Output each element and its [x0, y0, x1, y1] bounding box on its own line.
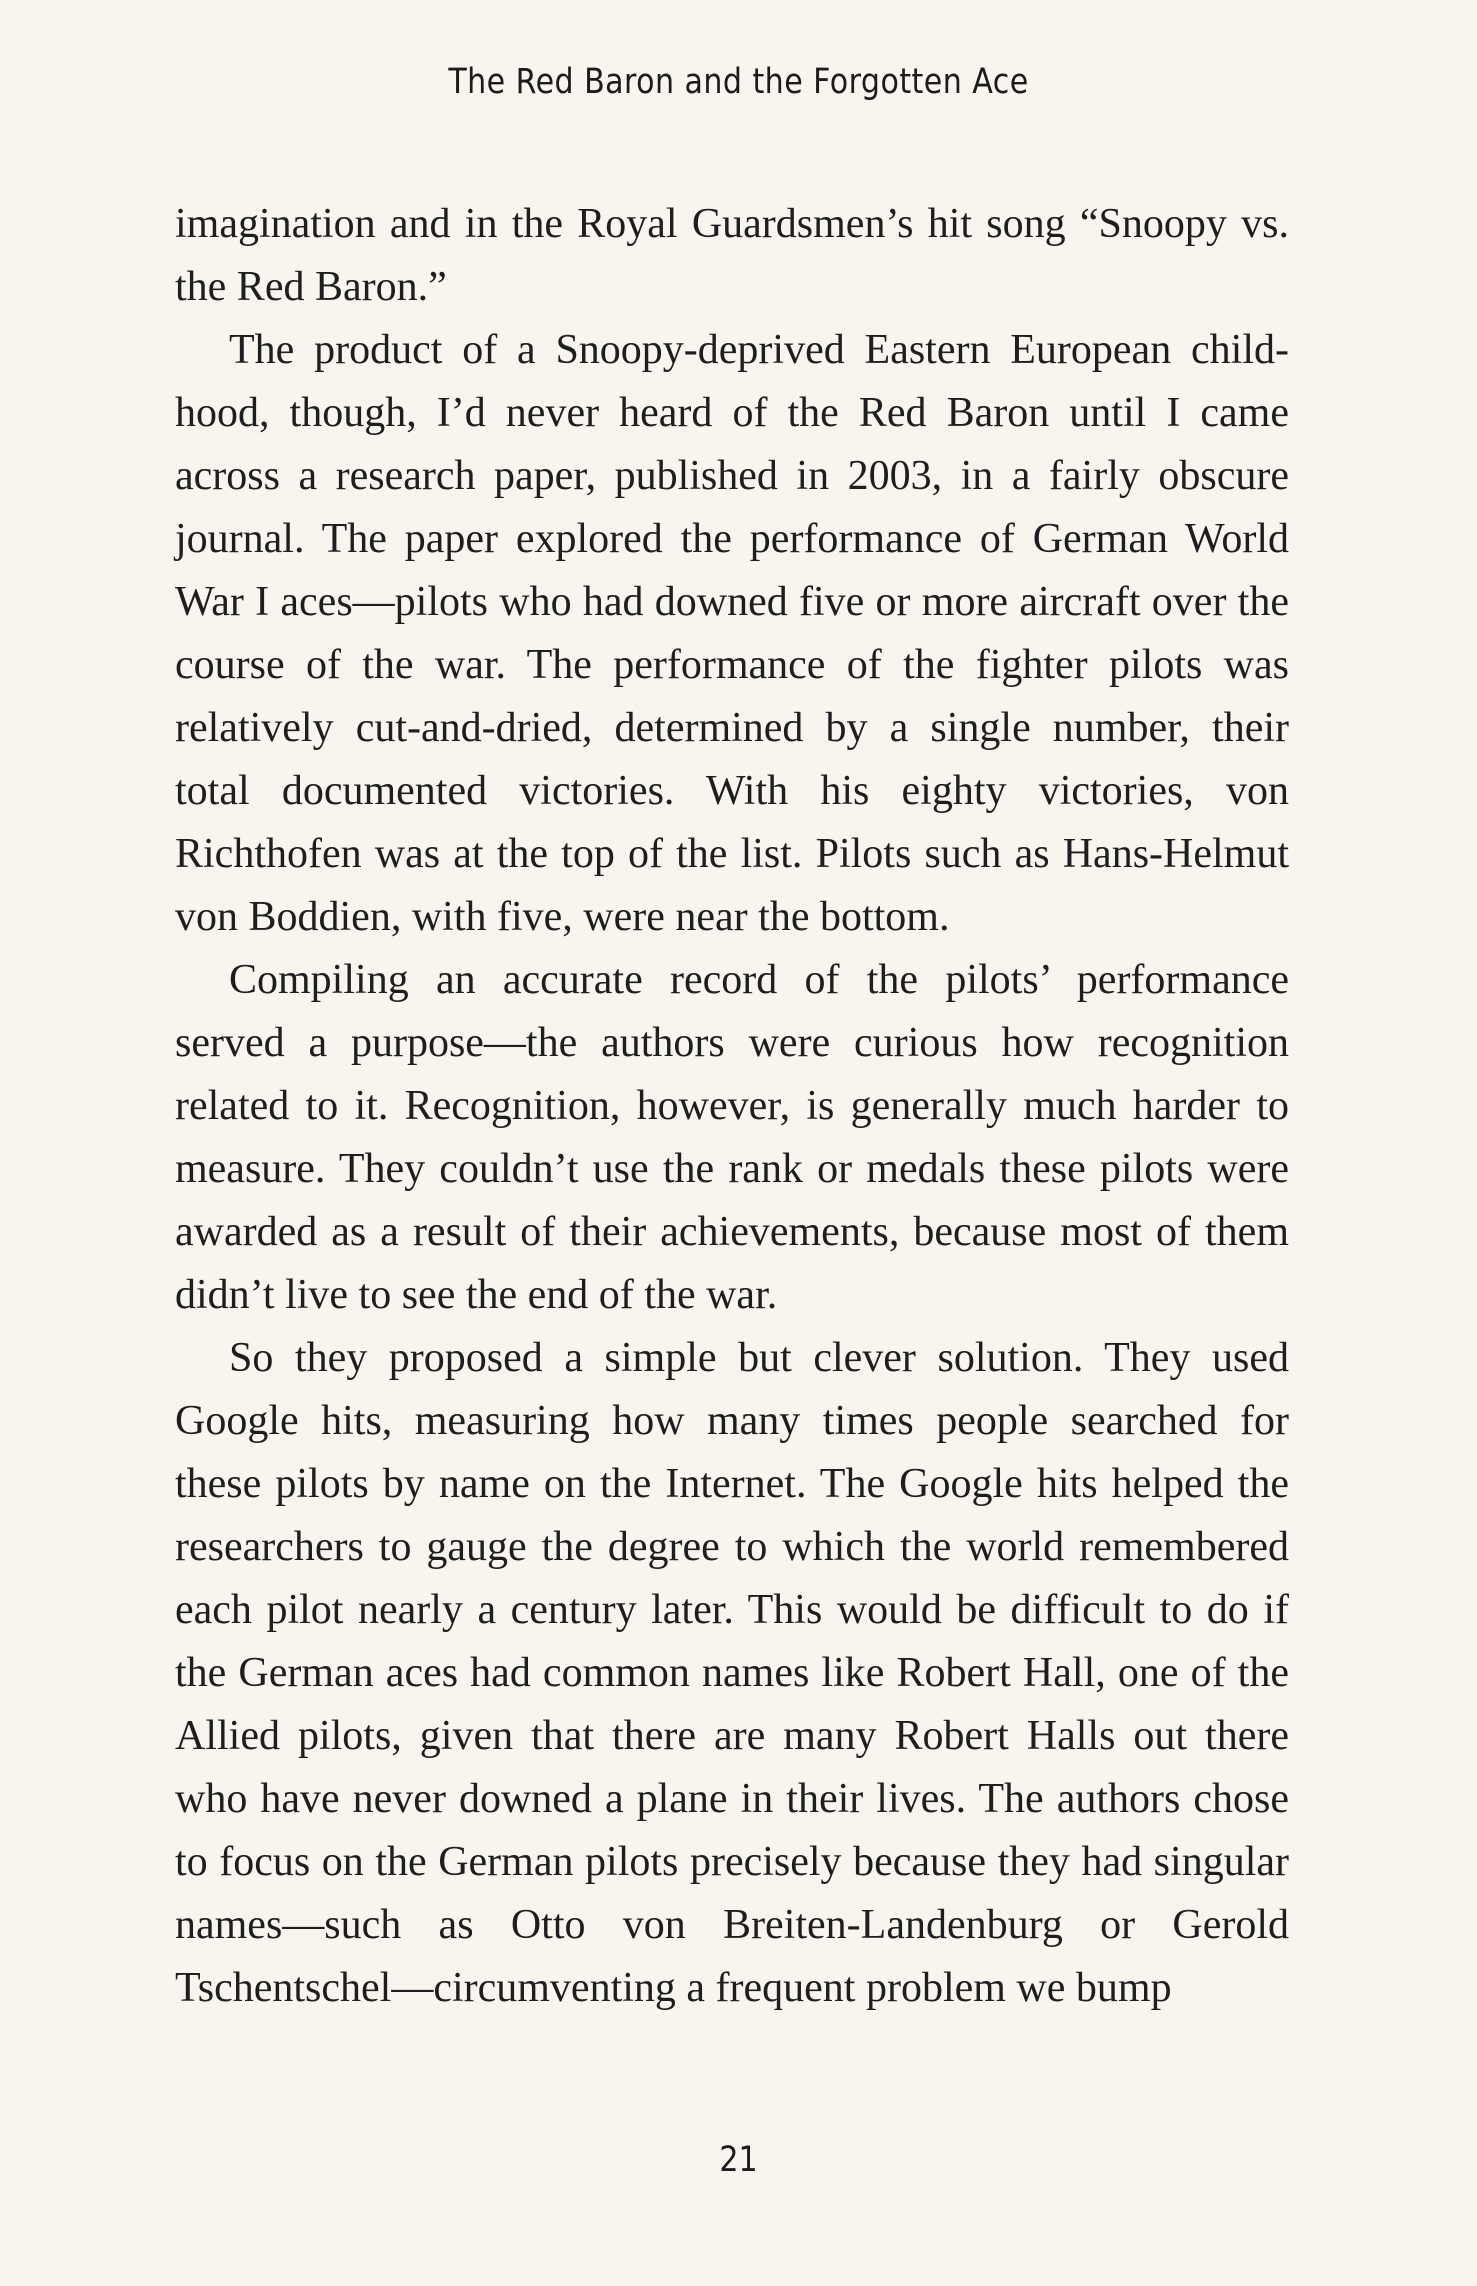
paragraph-2: The product of a Snoopy-deprived Eastern European childhood, though, I’d never heard of the Red Baron until I came across a research paper, published in 2003, in a fairly obscure journal. The paper explored the performance of German World War I aces—pilots who had downed five or more aircraft over the course of the war. The performance of the fighter pilots was relatively cut-and-dried, determined by a single number, their total documented victories. With his eighty victories, von Richthofen was at the top of the list. Pilots such as Hans-Helmut von Boddien, with five, were near the bottom. [175, 327, 1289, 940]
paragraph-4: So they proposed a simple but clever solution. They used Google hits, measuring how many times people searched for these pilots by name on the Internet. The Google hits helped the researchers to gauge the degree to which the world remembered each pilot nearly a century later. This would be difficult to do if the German aces had common names like Robert Hall, one of the Allied pilots, given that there are many Robert Halls out there who have never downed a plane in their lives. The authors chose to focus on the German pilots precisely because they had singular names—such as Otto von Breiten-Landenburg or Gerold Tschentschel—circumventing a frequent problem we bump [175, 1335, 1289, 2011]
paragraph-1: imagination and in the Royal Guardsmen’s hit song “Snoopy vs. the Red Baron.” [175, 201, 1289, 310]
paragraph-3: Compiling an accurate record of the pilots’ performance served a purpose—the authors were curious how recognition related to it. Recognition, however, is generally much harder to measure. They couldn’t use the rank or medals these pilots were awarded as a result of their achievements, because most of them didn’t live to see the end of the war. [175, 957, 1289, 1318]
page-number: 21 [719, 2140, 758, 2180]
body-text [175, 193, 1289, 2020]
running-head: The Red Baron and the Forgotten Ace [448, 62, 1029, 102]
